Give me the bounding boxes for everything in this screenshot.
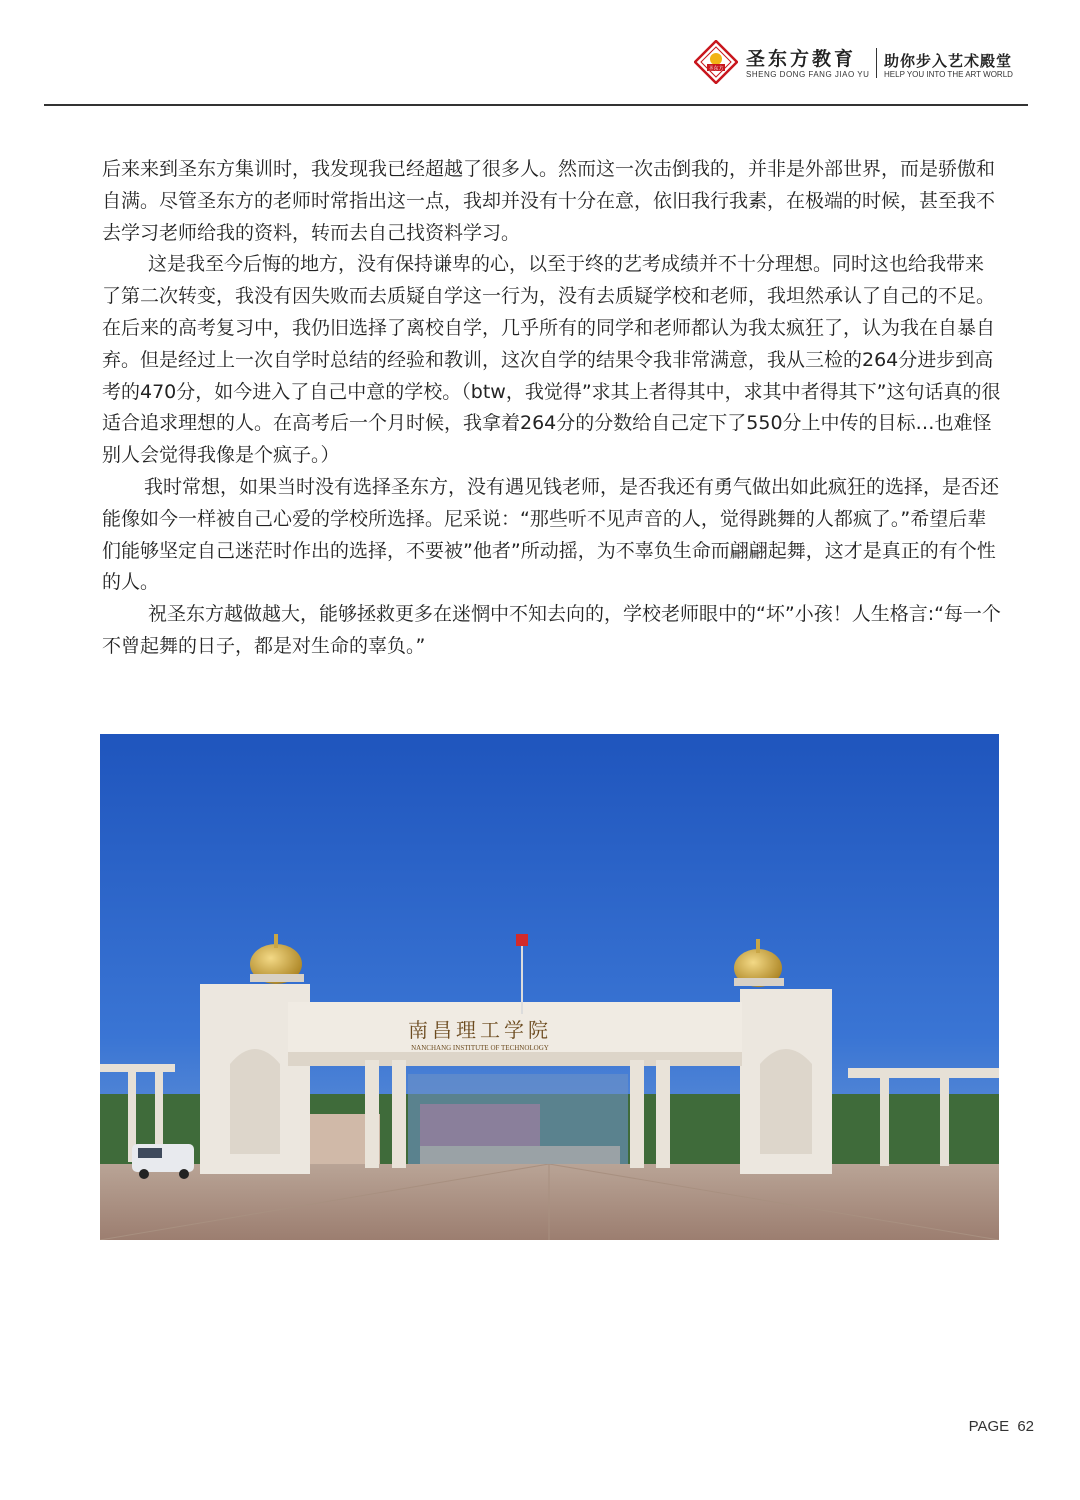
header-divider xyxy=(876,48,877,78)
header-rule xyxy=(44,104,1028,106)
gate-sign: 南昌理工学院 xyxy=(408,1018,552,1042)
gate-sign-english: NANCHANG INSTITUTE OF TECHNOLOGY xyxy=(411,1044,549,1052)
brand-logo-icon xyxy=(694,40,738,84)
page-header xyxy=(0,0,1080,108)
page-footer xyxy=(965,1418,1034,1435)
campus-gate-photo xyxy=(100,734,999,1240)
paragraph: 祝圣东方越做越大，能够拯救更多在迷惘中不知去向的，学校老师眼中的“坏”小孩！人生格言:“每一个不曾起舞的日子，都是对生命的辜负。” xyxy=(102,603,1001,657)
page-number: 62 xyxy=(1017,1418,1034,1435)
paragraph: 这是我至今后悔的地方，没有保持谦卑的心，以至于终的艺考成绩并不十分理想。同时这也给我带来了第二次转变，我没有因失败而去质疑自学这一行为，没有去质疑学校和老师，我坦然承认了自己的不足。在后来的高考复习中，我仍旧选择了离校自学，几乎所有的同学和老师都认为我太疯狂了，认为我在自暴自弃。但是经过上一次自学时总结的经验和教训，这次自学的结果令我非常满意，我从三检的264分进步到高考的470分，如今进入了自己中意的学校。（btw，我觉得”求其上者得其中，求其中者得其下”这句话真的很适合追求理想的人。在高考后一个月时候，我拿着264分的分数给自己定下了550分上中传的目标…也难怪别人会觉得我像是个疯子。） xyxy=(102,253,1001,467)
paragraph: 后来来到圣东方集训时，我发现我已经超越了很多人。然而这一次击倒我的，并非是外部世界，而是骄傲和自满。尽管圣东方的老师时常指出这一点，我却并没有十分在意，依旧我行我素，在极端的时候，甚至我不去学习老师给我的资料，转而去自己找资料学习。 xyxy=(102,158,996,244)
slogan: 助你步入艺术殿堂 xyxy=(884,52,1013,70)
slogan-english: HELP YOU INTO THE ART WORLD xyxy=(884,70,1013,79)
brand-name-pinyin: SHENG DONG FANG JIAO YU xyxy=(746,70,870,79)
article-body xyxy=(102,154,1002,663)
brand-name: 圣东方教育 xyxy=(746,48,857,70)
page-label: PAGE xyxy=(968,1418,1010,1435)
paragraph: 我时常想，如果当时没有选择圣东方，没有遇见钱老师，是否我还有勇气做出如此疯狂的选择，是否还能像如今一样被自己心爱的学校所选择。尼采说：“那些听不见声音的人，觉得跳舞的人都疯了。”希望后辈们能够坚定自己迷茫时作出的选择，不要被”他者”所动摇，为不辜负生命而翩翩起舞，这才是真正的有个性的人。 xyxy=(102,475,1000,594)
logo-text: 圣东方 xyxy=(708,66,724,72)
